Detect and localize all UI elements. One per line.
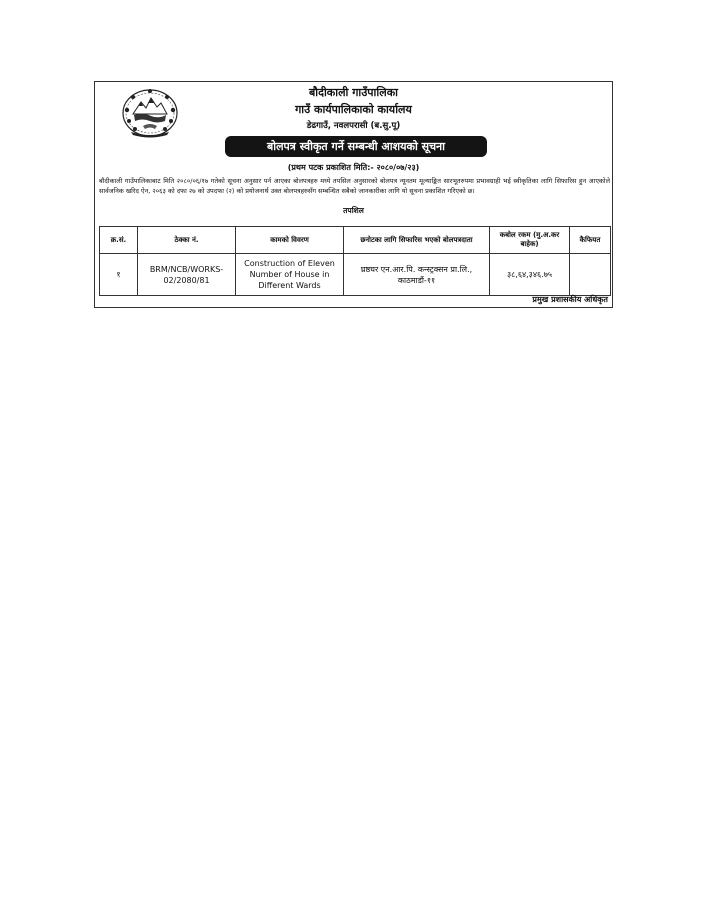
notice-title-banner: बोलपत्र स्वीकृत गर्ने सम्बन्धी आशयको सूचना: [225, 136, 487, 157]
header-recommended-bidder: छनोटका लागि सिफारिस भएको बोलपत्रदाता: [344, 227, 490, 254]
cell-recommended-bidder: घ्रष्ठघर एन.आर.पि. कन्स्ट्रक्सन प्रा.लि., काठमाडौं-११: [344, 254, 490, 296]
cell-bid-amount: ३८,६४,३४६.७५: [490, 254, 570, 296]
publication-date: (प्रथम पटक प्रकाशित मिति:- २०८०/०७/२३): [287, 163, 420, 172]
signatory-title: प्रमुख प्रशासकीय अधिकृत: [532, 295, 608, 304]
header-bid-amount: कबोल रकम (मु.अ.कर बाहेक): [490, 227, 570, 254]
municipality-name: बौदीकाली गाउँपालिका: [308, 86, 399, 99]
details-label: तपशिल: [343, 206, 364, 215]
header-work-description: कामको विवरण: [236, 227, 344, 254]
cell-contract-no: BRM/NCB/WORKS-02/2080/81: [138, 254, 236, 296]
header-serial: क्र.सं.: [100, 227, 138, 254]
header-contract-no: ठेक्का नं.: [138, 227, 236, 254]
header-remarks: कैफियत: [570, 227, 611, 254]
notice-body-text: बौदीकाली गाउँपालिकाबाट मिति २०८०/०६/१७ गतेको सूचना अनुसार पर्न आएका बोलपत्रहरु मध्ये तपसिल अनुसारको बोलपत्र न्यूनतम मूल्याङ्कित सारभूतरुपमा प्रभावग्राही भई स्वीकृतिका लागि सिफारिस हुन आएकोले सार्वजनिक खरिद ऐन, २०६३ को दफा २७ को उपदफा (२) को प्रयोजनार्थ उक्त बोलपत्रहरुसँग सम्बन्धित सबैको जानकारीका लागि यो सूचना प्रकाशित गरिएको छ।: [99, 177, 610, 195]
cell-remarks: [570, 254, 611, 296]
table-header-row: [100, 227, 611, 254]
office-address: डेढगाउँ, नवलपरासी (ब.सु.पू): [306, 121, 401, 131]
office-name: गाउँ कार्यपालिकाको कार्यालय: [295, 103, 412, 116]
table-row: [100, 254, 611, 296]
bid-table: [99, 226, 611, 296]
cell-serial: १: [100, 254, 138, 296]
notice-box: [94, 81, 613, 308]
cell-work-description: Construction of Eleven Number of House in Different Wards: [236, 254, 344, 296]
